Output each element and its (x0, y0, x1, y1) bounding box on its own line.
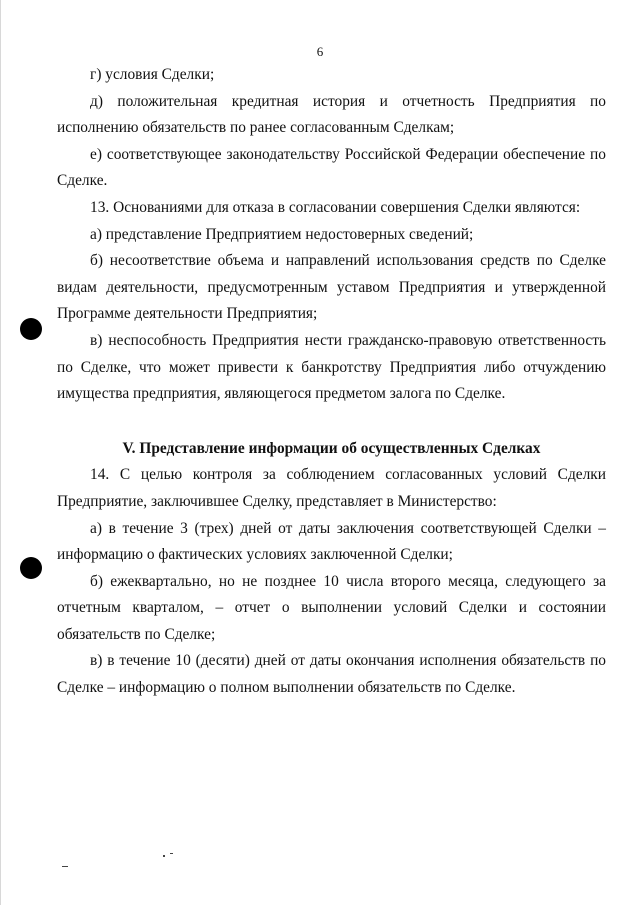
scan-artifact (170, 853, 173, 854)
scan-artifact (163, 855, 165, 857)
paragraph-e-security: е) соответствующее законодательству Российской Федерации обеспечение по Сделке. (57, 145, 606, 190)
punch-hole-top (20, 318, 42, 340)
page-number: 6 (316, 44, 324, 59)
paragraph-13-refusal-grounds: 13. Основаниями для отказа в согласовании совершения Сделки являются: (90, 198, 581, 216)
punch-hole-bottom (20, 557, 42, 579)
paragraph-g-deal-terms: г) условия Сделки; (90, 66, 215, 83)
paragraph-14a-three-days: а) в течение 3 (трех) дней от даты заключения соответствующей Сделки – информацию о фактических условиях заключенной Сделки; (57, 519, 606, 564)
section-heading: V. Представление информации об осуществленных Сделках (122, 439, 541, 457)
paragraph-13a-false-info: а) представление Предприятием недостоверных сведений; (90, 225, 474, 243)
paragraph-13b-mismatch: б) несоответствие объема и направлений использования средств по Сделке видам деятельности, предусмотренным уставом Предприятия и утвержденной Программе деятельности Предприятия; (57, 252, 606, 323)
paragraph-14v-ten-days: в) в течение 10 (десяти) дней от даты окончания исполнения обязательств по Сделке – информацию о полном выполнении обязательств по Сделке. (57, 652, 606, 697)
paragraph-13v-inability: в) неспособность Предприятия нести гражданско-правовую ответственность по Сделке, что может привести к банкротству Предприятия либо отчуждению имущества предприятия, являющегося предметом залога по Сделке. (57, 331, 606, 403)
document-body (57, 62, 606, 702)
paragraph-14-reporting: 14. С целью контроля за соблюдением согласованных условий Сделки Предприятие, заключившее Сделку, представляет в Министерство: (57, 466, 606, 510)
paragraph-d-credit-history: д) положительная кредитная история и отчетность Предприятия по исполнению обязательств по ранее согласованным Сделкам; (57, 92, 606, 137)
scan-artifact (62, 866, 68, 867)
paragraph-14b-quarterly: б) ежеквартально, но не позднее 10 числа второго месяца, следующего за отчетным кварталом, – отчет о выполнении условий Сделки и состоянии обязательств по Сделке; (57, 572, 606, 643)
